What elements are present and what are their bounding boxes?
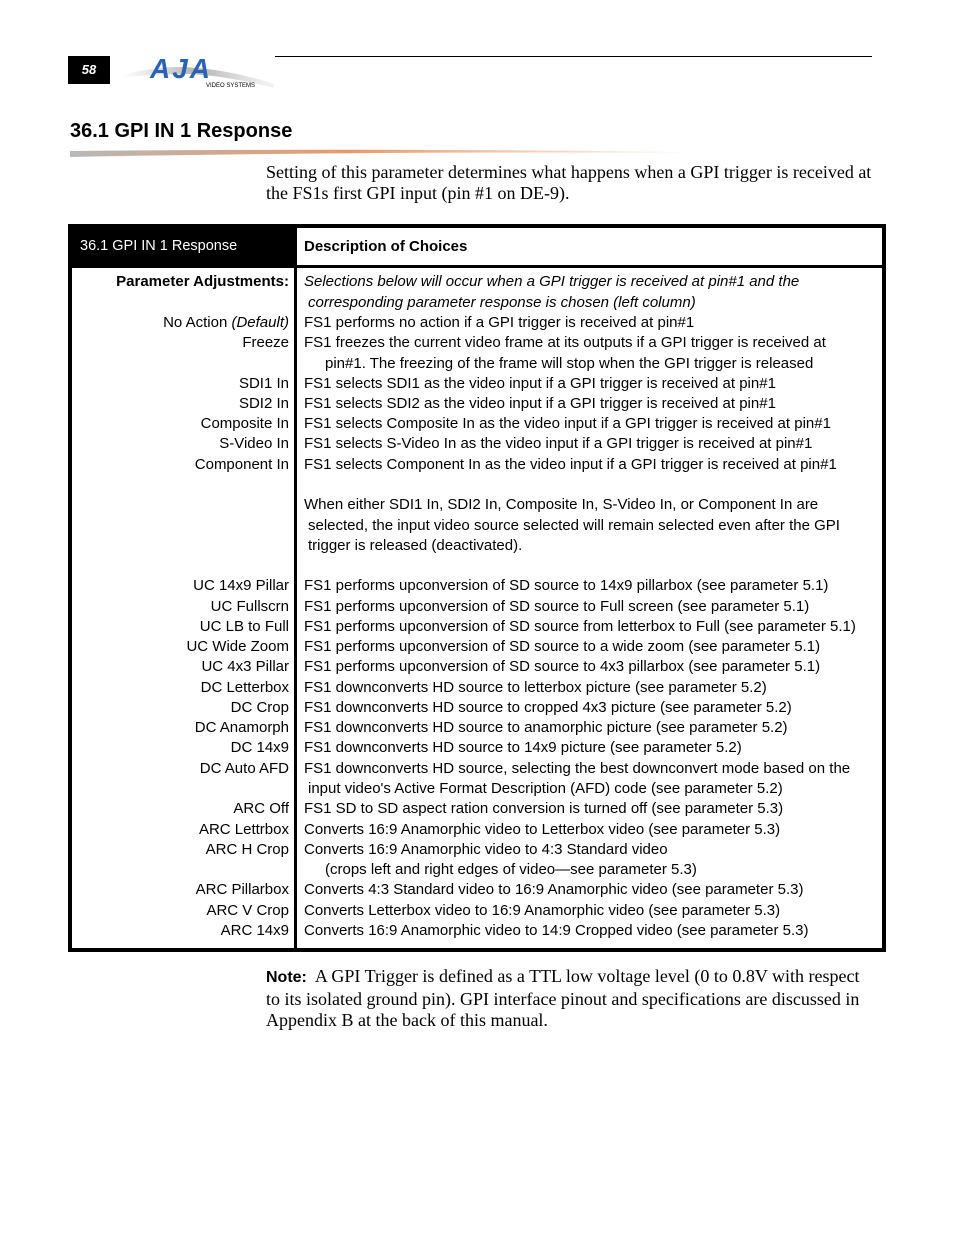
description-column (297, 268, 882, 948)
table-header-right-label: Description of Choices (304, 238, 468, 255)
param-label: SDI1 In (238, 375, 289, 392)
param-label: ARC 14x9 (220, 922, 289, 939)
header-rule (275, 56, 872, 57)
param-label: DC Anamorph (194, 719, 289, 736)
description-text: (crops left and right edges of video—see parameter 5.3) (325, 861, 697, 878)
note-text: A GPI Trigger is defined as a TTL low voltage level (0 to 0.8V with respect (314, 966, 860, 986)
description-text: Converts 16:9 Anamorphic video to 4:3 Standard video (304, 841, 668, 858)
param-label: Component In (194, 456, 289, 473)
param-label: ARC H Crop (205, 841, 289, 858)
description-text: FS1 selects SDI2 as the video input if a GPI trigger is received at pin#1 (304, 395, 776, 412)
param-label: Composite In (200, 415, 289, 432)
note-paragraph (266, 966, 876, 1032)
param-label: UC LB to Full (199, 618, 289, 635)
param-label: UC Wide Zoom (186, 638, 289, 655)
no-action-label: No Action (163, 314, 228, 331)
description-text: FS1 downconverts HD source, selecting the best downconvert mode based on the (304, 760, 851, 777)
description-text: FS1 downconverts HD source to letterbox picture (see parameter 5.2) (304, 679, 767, 696)
section-title: 36.1 GPI IN 1 Response (70, 120, 293, 142)
default-marker: (Default) (231, 314, 289, 331)
description-text: selected, the input video source selected will remain selected even after the GPI (308, 517, 840, 534)
table-header-left-label: 36.1 GPI IN 1 Response (80, 238, 238, 254)
page-number-badge (68, 56, 110, 84)
parameter-column (72, 268, 294, 948)
param-no-action (163, 313, 289, 333)
description-text: FS1 performs upconversion of SD source to 14x9 pillarbox (see parameter 5.1) (304, 577, 829, 594)
param-label: ARC Pillarbox (195, 881, 289, 898)
param-adjustments-label: Parameter Adjustments: (116, 273, 289, 290)
logo-wordmark: AJA (150, 54, 213, 84)
param-label: SDI2 In (238, 395, 289, 412)
description-text: FS1 performs upconversion of SD source to a wide zoom (see parameter 5.1) (304, 638, 821, 655)
description-intro-line: corresponding parameter response is chosen (left column) (308, 294, 696, 311)
description-text: FS1 selects SDI1 as the video input if a GPI trigger is received at pin#1 (304, 375, 776, 392)
description-text: FS1 freezes the current video frame at its outputs if a GPI trigger is received at (304, 334, 826, 351)
param-label: UC Fullscrn (210, 598, 289, 615)
param-label: S-Video In (219, 435, 289, 452)
table-header-right (297, 228, 882, 265)
note-label: Note: (266, 969, 307, 986)
description-text: FS1 selects S-Video In as the video input if a GPI trigger is received at pin#1 (304, 435, 813, 452)
param-label: DC Letterbox (200, 679, 289, 696)
description-text: pin#1. The freezing of the frame will stop when the GPI trigger is released (325, 355, 814, 372)
param-label: UC 4x3 Pillar (201, 658, 289, 675)
param-label: UC 14x9 Pillar (193, 577, 289, 594)
heading-underline-swoosh (70, 148, 690, 158)
description-text: FS1 performs upconversion of SD source from letterbox to Full (see parameter 5.1) (304, 618, 856, 635)
intro-line: the FS1s first GPI input (pin #1 on DE-9). (266, 183, 570, 203)
param-label: ARC V Crop (206, 902, 289, 919)
intro-line: Setting of this parameter determines what happens when a GPI trigger is received at (266, 162, 872, 182)
description-text: FS1 selects Composite In as the video input if a GPI trigger is received at pin#1 (304, 415, 831, 432)
description-text: Converts Letterbox video to 16:9 Anamorphic video (see parameter 5.3) (304, 902, 781, 919)
description-text: FS1 downconverts HD source to cropped 4x3 picture (see parameter 5.2) (304, 699, 792, 716)
logo-subtext: VIDEO SYSTEMS (206, 83, 256, 89)
param-label: DC Crop (230, 699, 289, 716)
description-text: FS1 downconverts HD source to anamorphic picture (see parameter 5.2) (304, 719, 788, 736)
note-line (266, 966, 876, 989)
param-label: ARC Off (233, 800, 289, 817)
description-text: FS1 selects Component In as the video input if a GPI trigger is received at pin#1 (304, 456, 837, 473)
intro-paragraph (266, 162, 876, 204)
param-label: ARC Lettrbox (198, 821, 289, 838)
aja-logo (118, 54, 276, 90)
description-text: When either SDI1 In, SDI2 In, Composite In, S-Video In, or Component In are (304, 496, 819, 513)
description-text: Converts 16:9 Anamorphic video to 14:9 Cropped video (see parameter 5.3) (304, 922, 809, 939)
description-text: FS1 SD to SD aspect ration conversion is turned off (see parameter 5.3) (304, 800, 784, 817)
description-text: FS1 performs no action if a GPI trigger is received at pin#1 (304, 314, 695, 331)
description-text: FS1 performs upconversion of SD source to 4x3 pillarbox (see parameter 5.1) (304, 658, 821, 675)
table-header-left (68, 224, 294, 266)
page-number: 58 (81, 62, 97, 77)
description-text: input video's Active Format Description (AFD) code (see parameter 5.2) (308, 780, 783, 797)
description-text: FS1 performs upconversion of SD source to Full screen (see parameter 5.1) (304, 598, 810, 615)
parameter-table (68, 224, 886, 952)
param-label: Freeze (242, 334, 289, 351)
description-text: trigger is released (deactivated). (308, 537, 523, 554)
description-text: Converts 4:3 Standard video to 16:9 Anamorphic video (see parameter 5.3) (304, 881, 804, 898)
param-label: DC 14x9 (230, 739, 289, 756)
note-line: to its isolated ground pin). GPI interface pinout and specifications are discussed in (266, 988, 860, 1009)
description-text: FS1 downconverts HD source to 14x9 picture (see parameter 5.2) (304, 739, 742, 756)
description-intro-line: Selections below will occur when a GPI trigger is received at pin#1 and the (304, 273, 800, 290)
param-label: DC Auto AFD (199, 760, 289, 777)
note-line: Appendix B at the back of this manual. (266, 1010, 548, 1030)
description-text: Converts 16:9 Anamorphic video to Letterbox video (see parameter 5.3) (304, 821, 781, 838)
